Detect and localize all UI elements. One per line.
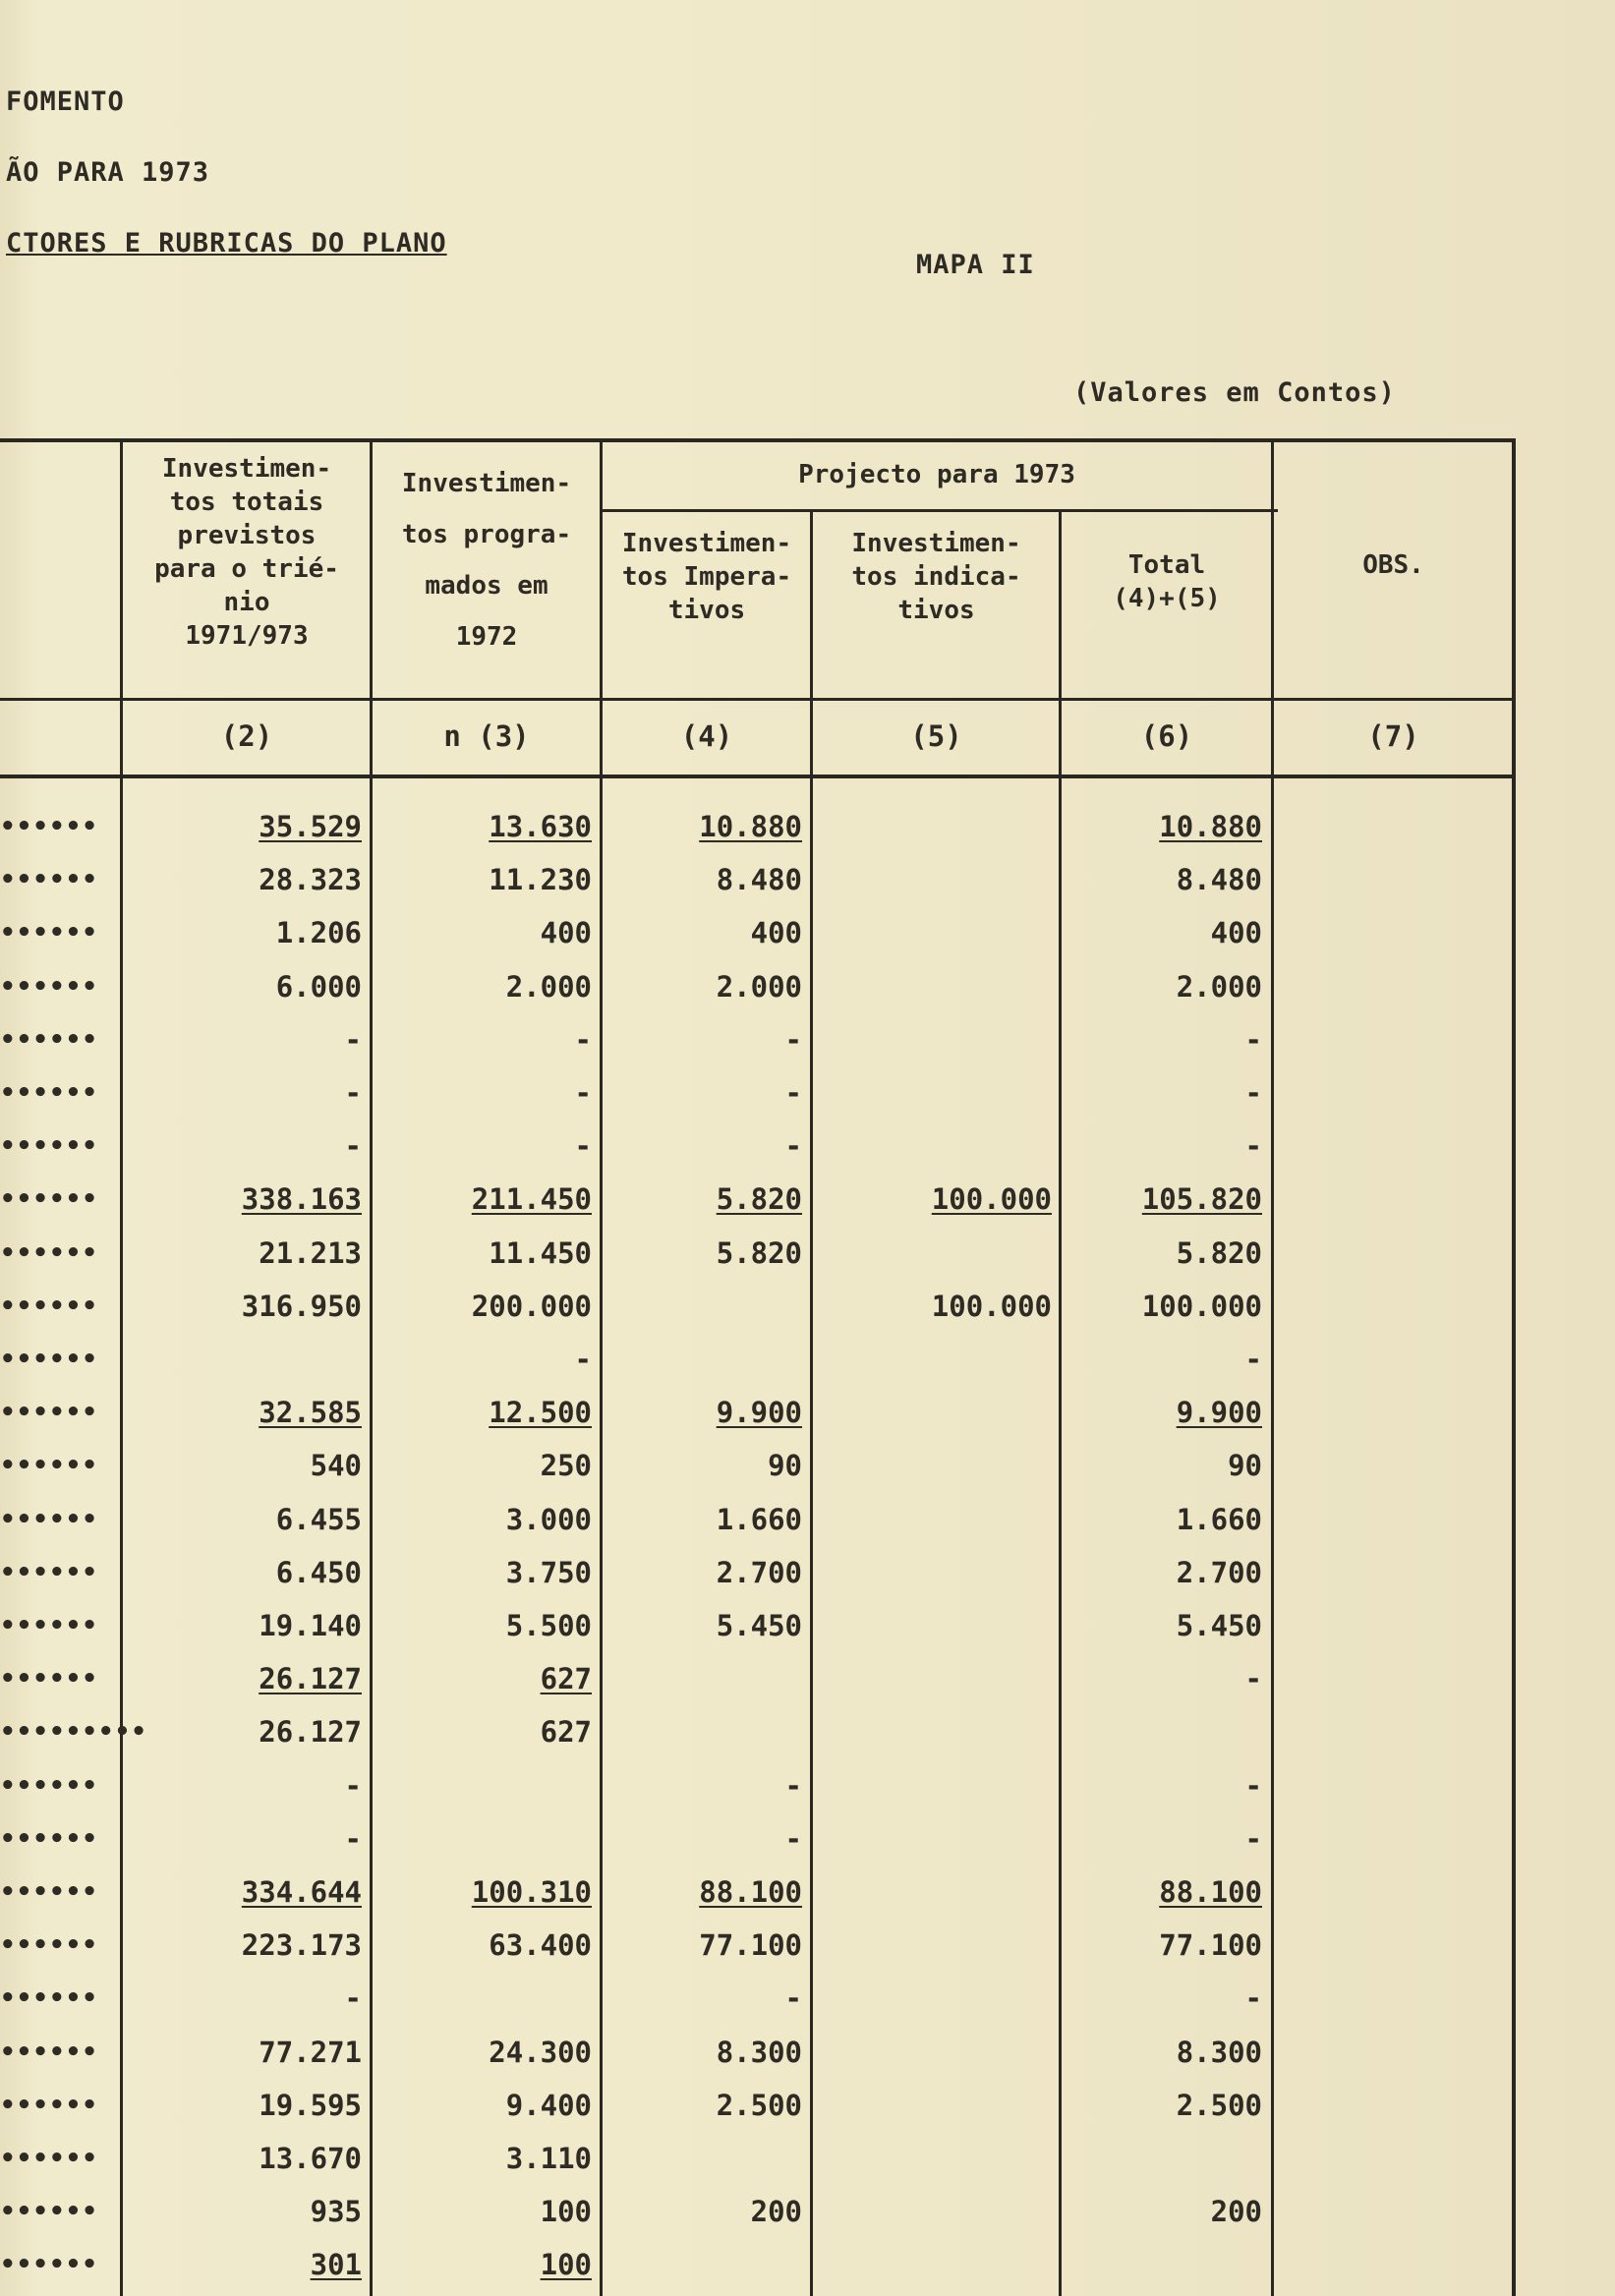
col3-number: n (3) (443, 719, 530, 753)
table-right-rule (1512, 438, 1516, 2296)
cell-c3: 3.000 (505, 1502, 592, 1536)
cell-c3: 3.110 (505, 2142, 592, 2175)
row-leader-dots: •••••• (0, 865, 98, 895)
cell-c6: - (1244, 1022, 1262, 1057)
cell-c2: 32.585 (259, 1396, 362, 1430)
cell-c4: 9.900 (716, 1396, 802, 1430)
cell-c5: 100.000 (931, 1182, 1052, 1217)
col6-header: Total (4)+(5) (1113, 550, 1221, 613)
group-header-rule (600, 509, 1278, 512)
cell-c6: - (1244, 1821, 1262, 1856)
cell-c6: 200 (1210, 2195, 1262, 2229)
cell-c2: 6.455 (275, 1502, 362, 1536)
col7-number: (7) (1367, 719, 1419, 753)
cell-c3: 5.500 (505, 1609, 592, 1642)
cell-c4: - (784, 1022, 802, 1057)
row-leader-dots: •••••• (0, 2197, 98, 2227)
cell-c3: 63.400 (489, 1928, 592, 1963)
cell-c2: 6.450 (275, 1555, 362, 1589)
col4-number: (4) (680, 719, 733, 753)
cell-c6: 88.100 (1159, 1875, 1262, 1909)
cell-c3: 200.000 (471, 1289, 592, 1323)
cell-c4: 77.100 (699, 1928, 802, 1963)
cell-c2: - (344, 1076, 362, 1110)
cell-c6: 100.000 (1141, 1289, 1262, 1323)
cell-c6: 8.300 (1176, 2035, 1262, 2069)
cell-c4: 2.500 (716, 2088, 802, 2122)
projecto-group-header: Projecto para 1973 (798, 460, 1075, 489)
cell-c2: - (344, 1821, 362, 1856)
cell-c2: 6.000 (275, 969, 362, 1004)
row-leader-dots: •••••• (0, 1237, 98, 1268)
cell-c6: 77.100 (1159, 1928, 1262, 1963)
col5-number: (5) (910, 719, 962, 753)
cell-c2: 223.173 (241, 1928, 362, 1963)
col3-header: Investimen- tos progra- mados em 1972 (401, 469, 572, 652)
row-leader-dots: •••••• (0, 1770, 98, 1801)
cell-c4: 2.700 (716, 1555, 802, 1589)
cell-c3: 3.750 (505, 1555, 592, 1589)
cell-c6: 2.700 (1176, 1555, 1262, 1589)
row-leader-dots: •••••• (0, 1345, 98, 1374)
cell-c2: 338.163 (241, 1182, 362, 1217)
cell-c2: 21.213 (259, 1235, 362, 1270)
units-note: (Valores em Contos) (1073, 377, 1396, 408)
cell-c3: 12.500 (489, 1396, 592, 1430)
column-number-rule (0, 775, 1516, 778)
map-title: MAPA II (916, 250, 1035, 280)
cell-c3: - (574, 1076, 592, 1110)
cell-c4: 8.300 (716, 2035, 802, 2069)
cell-c2: 540 (310, 1449, 362, 1483)
cell-c6: 2.500 (1176, 2088, 1262, 2122)
cell-c2: 316.950 (241, 1289, 362, 1323)
col2-header: Investimen- tos totais previstos para o trié- nio 1971/973 (154, 454, 339, 651)
row-leader-dots: •••••• (0, 1930, 98, 1961)
row-leader-dots: •••••• (0, 2250, 98, 2280)
cell-c4: - (784, 1981, 802, 2016)
cell-c3: - (574, 1022, 592, 1057)
cell-c3: 24.300 (489, 2035, 592, 2069)
cell-c6: 5.450 (1176, 1609, 1262, 1642)
col6-number: (6) (1140, 719, 1193, 753)
cell-c6: 2.000 (1176, 969, 1262, 1004)
cell-c6: 8.480 (1176, 863, 1262, 897)
cell-c2: - (344, 1022, 362, 1057)
cell-c6: - (1244, 1981, 1262, 2016)
cell-c4: 88.100 (699, 1875, 802, 1909)
header-line-sectors: CTORES E RUBRICAS DO PLANO (6, 228, 447, 258)
row-leader-dots: •••••• (0, 1504, 98, 1534)
cell-c3: 100 (540, 2248, 592, 2282)
header-bottom-rule (0, 698, 1516, 701)
cell-c2: 35.529 (259, 810, 362, 843)
cell-c4: 2.000 (716, 969, 802, 1004)
cell-c6: - (1244, 1662, 1262, 1696)
cell-c4: 5.820 (716, 1235, 802, 1270)
cell-c3: - (574, 1343, 592, 1376)
column-rule-1 (120, 438, 123, 2296)
cell-c6: - (1244, 1768, 1262, 1803)
cell-c4: 5.450 (716, 1609, 802, 1642)
cell-c3: 100 (540, 2195, 592, 2229)
col7-header: OBS. (1362, 550, 1424, 580)
cell-c4: 8.480 (716, 863, 802, 897)
row-leader-dots: •••••• (0, 918, 98, 948)
cell-c3: 11.450 (489, 1235, 592, 1270)
cell-c3: 13.630 (489, 810, 592, 843)
row-leader-dots: •••••• (0, 1823, 98, 1854)
cell-c2: 334.644 (241, 1875, 362, 1909)
cell-c4: 90 (768, 1449, 802, 1483)
cell-c2: - (344, 1981, 362, 2016)
cell-c6: - (1244, 1076, 1262, 1110)
cell-c4: 10.880 (699, 810, 802, 843)
cell-c2: 935 (310, 2195, 362, 2229)
cell-c3: 627 (540, 1715, 592, 1750)
cell-c3: 250 (540, 1449, 592, 1483)
row-leader-dots: •••••• (0, 1451, 98, 1481)
row-leader-dots: •••••• (0, 2090, 98, 2120)
cell-c2: 26.127 (259, 1715, 362, 1750)
cell-c3: 400 (540, 916, 592, 950)
cell-c2: 19.595 (259, 2088, 362, 2122)
row-leader-dots: •••••• (0, 1664, 98, 1694)
row-leader-dots: ••••••••• (0, 1717, 147, 1748)
cell-c5: 100.000 (931, 1289, 1052, 1323)
column-rule-5 (1059, 509, 1062, 2296)
header-line-fomento: FOMENTO (6, 86, 125, 117)
cell-c3: - (574, 1129, 592, 1164)
cell-c2: 13.670 (259, 2142, 362, 2175)
cell-c6: 9.900 (1176, 1396, 1262, 1430)
col5-header: Investimen- tos indica- tivos (851, 529, 1021, 625)
row-leader-dots: •••••• (0, 1983, 98, 2014)
row-leader-dots: •••••• (0, 2144, 98, 2173)
cell-c6: 1.660 (1176, 1502, 1262, 1536)
column-rule-3 (600, 438, 603, 2296)
table-top-rule (0, 438, 1516, 442)
cell-c6: - (1244, 1343, 1262, 1376)
cell-c6: 90 (1228, 1449, 1262, 1483)
row-leader-dots: •••••• (0, 1557, 98, 1587)
cell-c3: 627 (540, 1662, 592, 1696)
cell-c2: 26.127 (259, 1662, 362, 1696)
row-leader-dots: •••••• (0, 1184, 98, 1215)
cell-c2: - (344, 1768, 362, 1803)
column-rule-2 (370, 438, 373, 2296)
row-leader-dots: •••••• (0, 1877, 98, 1907)
cell-c4: 400 (750, 916, 802, 950)
row-leader-dots: •••••• (0, 812, 98, 841)
cell-c2: 28.323 (259, 863, 362, 897)
header-line-plan-year: ÃO PARA 1973 (6, 157, 210, 188)
cell-c4: 200 (750, 2195, 802, 2229)
cell-c4: - (784, 1129, 802, 1164)
cell-c2: 77.271 (259, 2035, 362, 2069)
cell-c2: - (344, 1129, 362, 1164)
col4-header: Investimen- tos Impera- tivos (621, 529, 792, 625)
cell-c4: - (784, 1768, 802, 1803)
column-rule-6 (1271, 438, 1274, 2296)
cell-c6: 400 (1210, 916, 1262, 950)
cell-c6: 105.820 (1141, 1182, 1262, 1217)
row-leader-dots: •••••• (0, 2037, 98, 2067)
cell-c3: 9.400 (505, 2088, 592, 2122)
cell-c4: 1.660 (716, 1502, 802, 1536)
cell-c3: 11.230 (489, 863, 592, 897)
row-leader-dots: •••••• (0, 1291, 98, 1321)
cell-c2: 301 (310, 2248, 362, 2282)
cell-c6: 5.820 (1176, 1235, 1262, 1270)
row-leader-dots: •••••• (0, 1398, 98, 1428)
cell-c4: - (784, 1821, 802, 1856)
row-leader-dots: •••••• (0, 1024, 98, 1055)
row-leader-dots: •••••• (0, 1131, 98, 1162)
cell-c2: 1.206 (275, 916, 362, 950)
cell-c6: 10.880 (1159, 810, 1262, 843)
cell-c4: 5.820 (716, 1182, 802, 1217)
cell-c3: 100.310 (471, 1875, 592, 1909)
col2-number: (2) (220, 719, 273, 753)
cell-c4: - (784, 1076, 802, 1110)
row-leader-dots: •••••• (0, 1078, 98, 1108)
row-leader-dots: •••••• (0, 1611, 98, 1640)
cell-c2: 19.140 (259, 1609, 362, 1642)
investment-table (0, 438, 1516, 2296)
cell-c3: 2.000 (505, 969, 592, 1004)
column-rule-4 (810, 509, 813, 2296)
cell-c3: 211.450 (471, 1182, 592, 1217)
cell-c6: - (1244, 1129, 1262, 1164)
row-leader-dots: •••••• (0, 971, 98, 1002)
